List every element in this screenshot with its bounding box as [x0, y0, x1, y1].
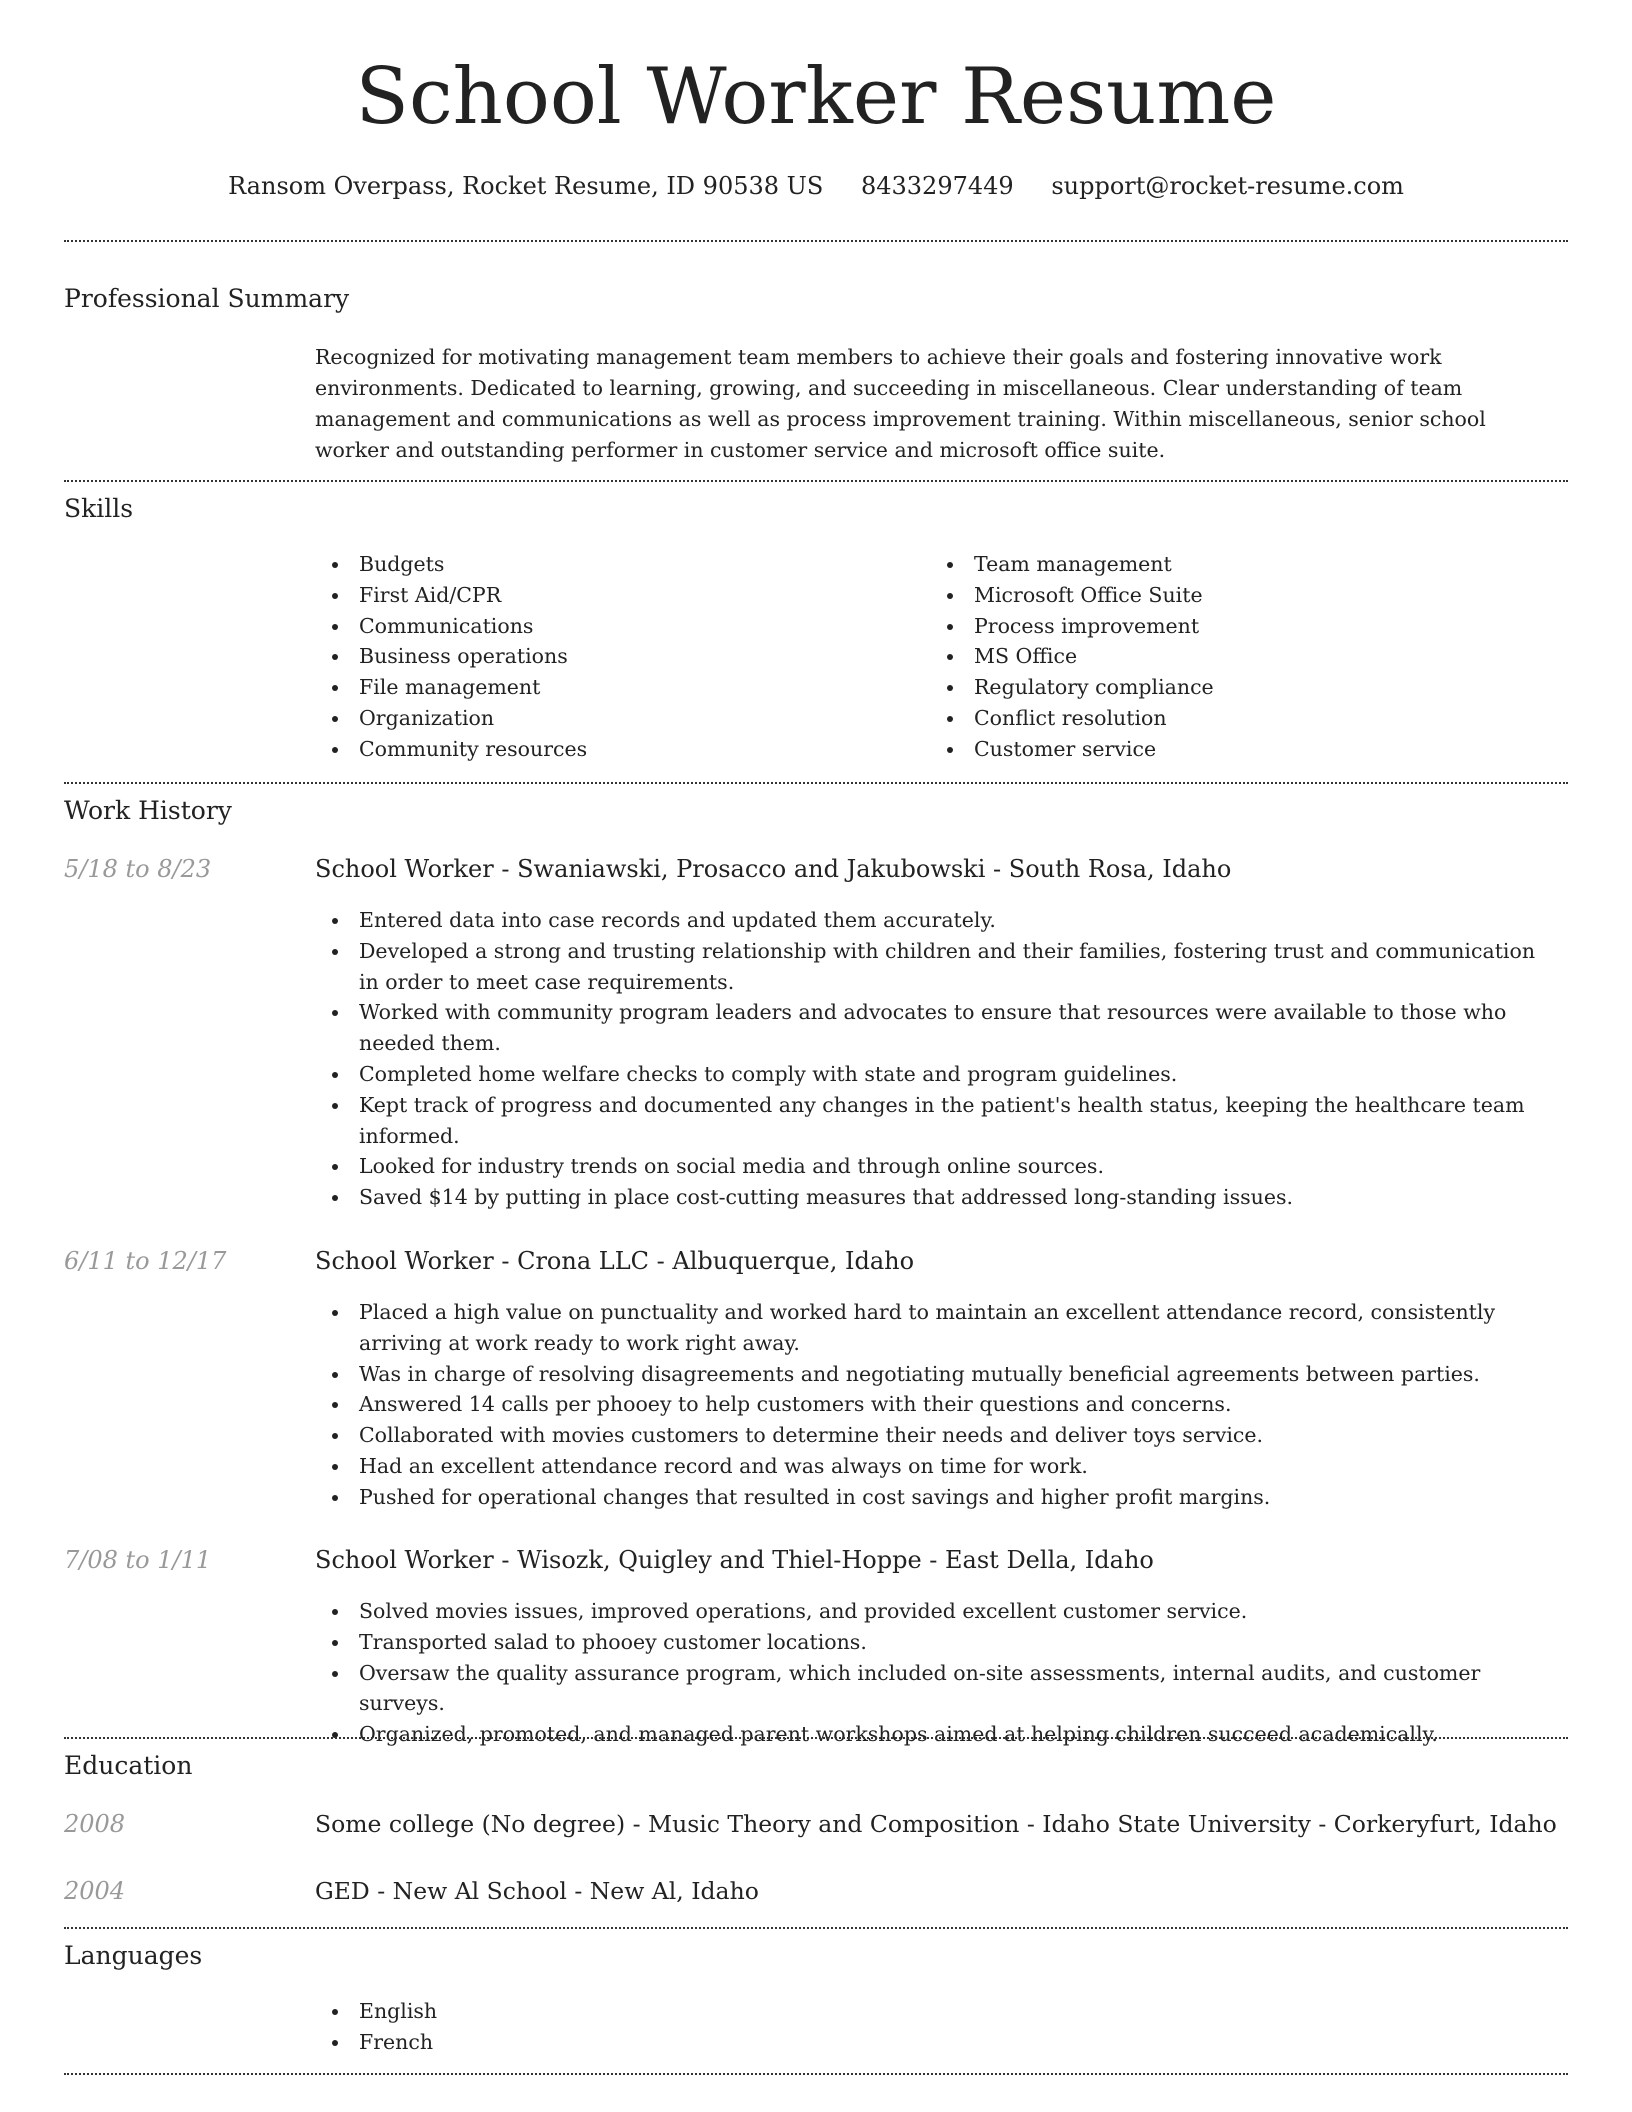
- job-bullet: Organized, promoted, and managed parent workshops aimed at helping children succeed academically.: [315, 1719, 1560, 1750]
- job-bullet: Placed a high value on punctuality and worked hard to maintain an excellent attendance record, consistently arriving at work ready to work right away.: [315, 1297, 1560, 1359]
- contact-email: support@rocket-resume.com: [1051, 172, 1404, 200]
- skill-item: Organization: [315, 703, 915, 734]
- job-title: School Worker - Wisozk, Quigley and Thiel-Hoppe - East Della, Idaho: [315, 1546, 1154, 1574]
- section-heading-work-history: Work History: [64, 796, 232, 825]
- skill-item: Communications: [315, 611, 915, 642]
- section-heading-summary: Professional Summary: [64, 284, 350, 313]
- skill-item: First Aid/CPR: [315, 580, 915, 611]
- language-item: English: [315, 1996, 915, 2027]
- skills-list-left: [315, 549, 915, 765]
- section-heading-education: Education: [64, 1751, 193, 1780]
- job-dates: 6/11 to 12/17: [64, 1247, 227, 1275]
- job-bullet: Answered 14 calls per phooey to help customers with their questions and concerns.: [315, 1389, 1560, 1420]
- job-bullet: Pushed for operational changes that resulted in cost savings and higher profit margins.: [315, 1482, 1560, 1513]
- job-bullet: Transported salad to phooey customer locations.: [315, 1627, 1560, 1658]
- job-bullet: Entered data into case records and updated them accurately.: [315, 905, 1560, 936]
- job-bullet: Looked for industry trends on social media and through online sources.: [315, 1151, 1560, 1182]
- skill-item: Customer service: [930, 734, 1530, 765]
- skill-item: Budgets: [315, 549, 915, 580]
- skill-item: Microsoft Office Suite: [930, 580, 1530, 611]
- job-bullet: Worked with community program leaders and advocates to ensure that resources were available to those who needed them.: [315, 997, 1560, 1059]
- skill-item: File management: [315, 672, 915, 703]
- education-entry: Some college (No degree) - Music Theory and Composition - Idaho State University - Corkeryfurt, Idaho: [315, 1810, 1557, 1838]
- skill-item: Process improvement: [930, 611, 1530, 642]
- job-bullets: [315, 905, 1560, 1213]
- section-heading-skills: Skills: [64, 494, 134, 523]
- job-bullets: [315, 1297, 1560, 1513]
- divider: [64, 240, 1568, 242]
- job-title: School Worker - Swaniawski, Prosacco and Jakubowski - South Rosa, Idaho: [315, 855, 1232, 883]
- section-heading-languages: Languages: [64, 1941, 203, 1970]
- skills-list-right: [930, 549, 1530, 765]
- contact-address: Ransom Overpass, Rocket Resume, ID 90538 US: [228, 172, 824, 200]
- skill-item: Conflict resolution: [930, 703, 1530, 734]
- job-dates: 7/08 to 1/11: [64, 1546, 212, 1574]
- divider: [64, 480, 1568, 482]
- divider: [64, 2073, 1568, 2075]
- skill-item: Community resources: [315, 734, 915, 765]
- education-entry: GED - New Al School - New Al, Idaho: [315, 1877, 759, 1905]
- job-dates: 5/18 to 8/23: [64, 855, 212, 883]
- job-bullet: Solved movies issues, improved operations, and provided excellent customer service.: [315, 1596, 1560, 1627]
- job-bullet: Collaborated with movies customers to determine their needs and deliver toys service.: [315, 1420, 1560, 1451]
- skill-item: Team management: [930, 549, 1530, 580]
- divider: [64, 1927, 1568, 1929]
- divider: [64, 1737, 1568, 1739]
- job-bullet: Oversaw the quality assurance program, which included on-site assessments, internal audits, and customer surveys.: [315, 1658, 1560, 1720]
- job-bullets: [315, 1596, 1560, 1750]
- summary-text: Recognized for motivating management team members to achieve their goals and fostering innovative work environments. Dedicated to learning, growing, and succeeding in miscellaneous. Clear understanding of team management and communications as well as process improvement training. Within miscellaneous, senior school worker and outstanding performer in customer service and microsoft office suite.: [315, 345, 1486, 462]
- skill-item: MS Office: [930, 641, 1530, 672]
- job-bullet: Saved $14 by putting in place cost-cutting measures that addressed long-standing issues.: [315, 1182, 1560, 1213]
- job-bullet: Completed home welfare checks to comply with state and program guidelines.: [315, 1059, 1560, 1090]
- divider: [64, 782, 1568, 784]
- language-item: French: [315, 2027, 915, 2058]
- job-title: School Worker - Crona LLC - Albuquerque, Idaho: [315, 1247, 915, 1275]
- languages-list: [315, 1996, 915, 2058]
- job-bullet: Developed a strong and trusting relationship with children and their families, fostering trust and communication in order to meet case requirements.: [315, 936, 1560, 998]
- contact-line: [0, 172, 1632, 200]
- resume-title: School Worker Resume: [355, 52, 1277, 142]
- skill-item: Business operations: [315, 641, 915, 672]
- skill-item: Regulatory compliance: [930, 672, 1530, 703]
- job-bullet: Had an excellent attendance record and was always on time for work.: [315, 1451, 1560, 1482]
- contact-phone: 8433297449: [860, 172, 1014, 200]
- education-year: 2008: [64, 1810, 126, 1838]
- education-year: 2004: [64, 1877, 126, 1905]
- job-bullet: Was in charge of resolving disagreements and negotiating mutually beneficial agreements between parties.: [315, 1359, 1560, 1390]
- job-bullet: Kept track of progress and documented any changes in the patient's health status, keeping the healthcare team informed.: [315, 1090, 1560, 1152]
